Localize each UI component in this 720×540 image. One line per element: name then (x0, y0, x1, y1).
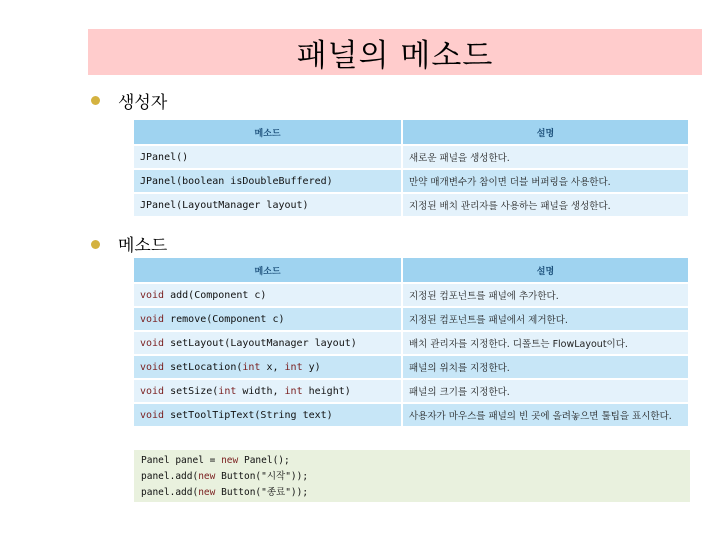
method-cell (134, 380, 401, 402)
method-signature: height) (302, 385, 351, 397)
method-cell: JPanel(LayoutManager layout) (134, 194, 401, 216)
description-cell: 만약 매개변수가 참이면 더블 버퍼링을 사용한다. (403, 170, 688, 192)
code-line (141, 453, 683, 469)
bullet-dot (91, 96, 100, 105)
table-row (134, 170, 688, 192)
keyword: new (221, 455, 239, 466)
table-row (134, 308, 688, 330)
description-cell: 사용자가 마우스를 패널의 빈 곳에 올려놓으면 툴팁을 표시한다. (403, 404, 688, 426)
header-method: 메소드 (134, 120, 401, 144)
keyword: void (140, 289, 165, 301)
method-signature: y) (302, 361, 321, 373)
table-row (134, 404, 688, 426)
bullet-constructor: 생성자 (118, 93, 168, 113)
code-text: Button("종료")); (215, 487, 309, 498)
keyword: int (284, 361, 303, 373)
description-cell: 지정된 배치 관리자를 사용하는 패널을 생성한다. (403, 194, 688, 216)
header-description: 설명 (403, 258, 688, 282)
method-cell (134, 404, 401, 426)
method-signature: setLocation( (170, 361, 243, 373)
constructor-table (132, 118, 690, 218)
header-method: 메소드 (134, 258, 401, 282)
slide-title: 패널의 메소드 (296, 37, 494, 74)
description-cell: 새로운 패널을 생성한다. (403, 146, 688, 168)
table-row (134, 380, 688, 402)
code-text: panel.add( (141, 471, 199, 482)
method-cell: JPanel() (134, 146, 401, 168)
keyword: int (284, 385, 303, 397)
description-cell: 패널의 크기를 지정한다. (403, 380, 688, 402)
keyword: void (140, 337, 165, 349)
method-signature: setToolTipText(String text) (170, 409, 333, 421)
bullet-methods: 메소드 (118, 236, 168, 256)
header-description: 설명 (403, 120, 688, 144)
bullet-dot (91, 240, 100, 249)
table-row (134, 146, 688, 168)
method-signature: setSize( (170, 385, 219, 397)
method-cell: JPanel(boolean isDoubleBuffered) (134, 170, 401, 192)
method-signature: add(Component c) (170, 289, 267, 301)
keyword: int (218, 385, 237, 397)
table-row (134, 284, 688, 306)
description-cell: 지정된 컴포넌트를 패널에서 제거한다. (403, 308, 688, 330)
description-cell: 배치 관리자를 지정한다. 디폴트는 FlowLayout이다. (403, 332, 688, 354)
table-row (134, 356, 688, 378)
keyword: void (140, 313, 165, 325)
code-example (134, 450, 690, 502)
method-signature: remove(Component c) (170, 313, 285, 325)
keyword: void (140, 361, 165, 373)
method-cell (134, 356, 401, 378)
keyword: void (140, 385, 165, 397)
keyword: new (198, 487, 216, 498)
code-text: Button("시작")); (215, 471, 309, 482)
keyword: int (242, 361, 261, 373)
description-cell: 지정된 컴포넌트를 패널에 추가한다. (403, 284, 688, 306)
method-signature: width, (236, 385, 285, 397)
method-cell (134, 332, 401, 354)
title-bar (88, 29, 702, 75)
table-row (134, 332, 688, 354)
code-text: Panel(); (238, 455, 290, 466)
code-line (141, 485, 683, 501)
code-text: Panel panel = (141, 455, 222, 466)
code-line (141, 469, 683, 485)
keyword: void (140, 409, 165, 421)
method-signature: setLayout(LayoutManager layout) (170, 337, 357, 349)
method-signature: x, (260, 361, 285, 373)
code-text: panel.add( (141, 487, 199, 498)
method-cell (134, 284, 401, 306)
methods-table (132, 256, 690, 428)
table-row (134, 194, 688, 216)
keyword: new (198, 471, 216, 482)
method-cell (134, 308, 401, 330)
description-cell: 패널의 위치를 지정한다. (403, 356, 688, 378)
